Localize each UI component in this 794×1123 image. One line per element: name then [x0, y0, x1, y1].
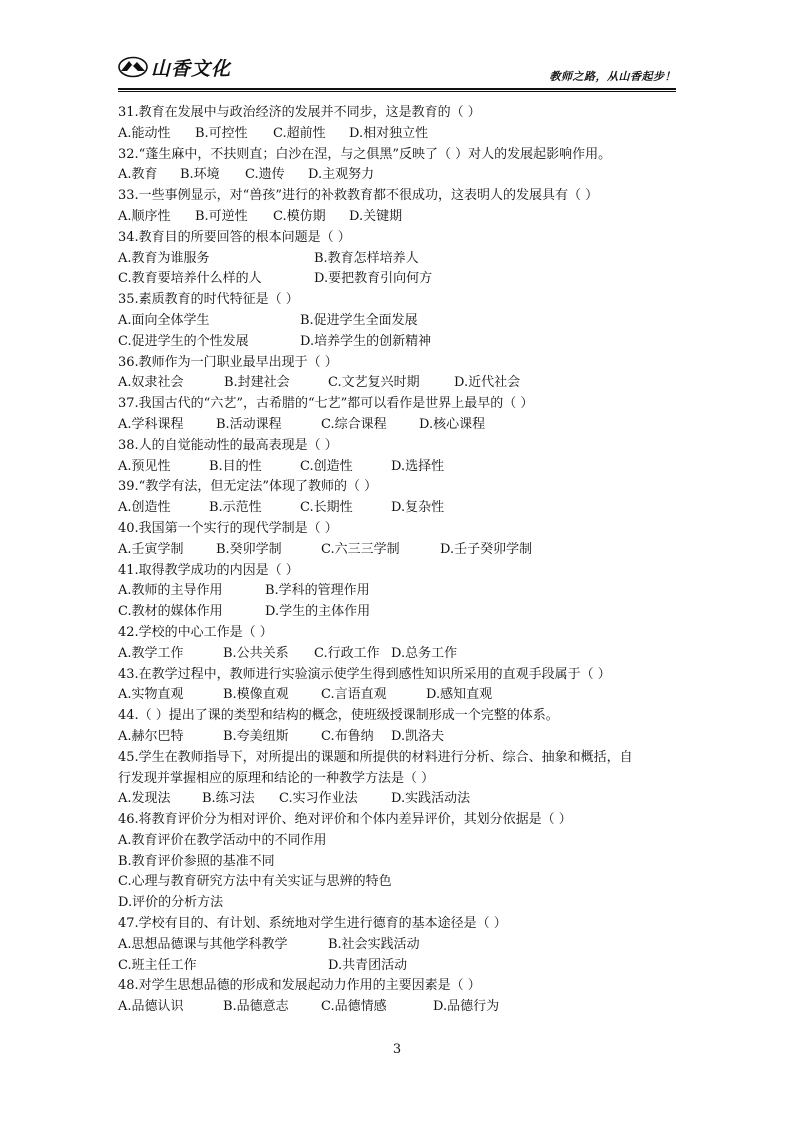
- option-a: A.品德认识: [118, 999, 184, 1015]
- option-row: [118, 581, 682, 602]
- option-d: D.培养学生的创新精神: [300, 333, 432, 349]
- question-stem: 43.在教学过程中，教师进行实验演示使学生得到感性知识所采用的直观手段属于（ ）: [118, 666, 611, 682]
- question-stem: 41.取得教学成功的内因是（ ）: [118, 562, 299, 578]
- option-a: A.实物直观: [118, 687, 184, 703]
- option-row: [118, 415, 682, 436]
- option-row: [118, 311, 682, 332]
- question-stem: 35.素质教育的时代特征是（ ）: [118, 292, 299, 308]
- question-item: [118, 477, 682, 519]
- option-a: A.教学工作: [118, 645, 184, 661]
- question-item: [118, 665, 682, 707]
- option-d: D.学生的主体作用: [265, 604, 371, 620]
- option-c: C.实习作业法: [279, 791, 358, 807]
- option-c: C.文艺复兴时期: [328, 375, 420, 391]
- option-b: B.可逆性: [195, 208, 248, 224]
- option-a: A.教师的主导作用: [118, 583, 223, 599]
- option-b: B.练习法: [202, 791, 255, 807]
- question-item: [118, 290, 682, 352]
- option-c: C.品德情感: [321, 999, 387, 1015]
- question-item: [118, 706, 682, 748]
- option-d: D.要把教育引向何方: [314, 271, 433, 287]
- option-row: [118, 269, 682, 290]
- option-row: [118, 165, 682, 186]
- option-row: [118, 373, 682, 394]
- option-d: D.选择性: [391, 458, 445, 474]
- question-item: [118, 186, 682, 228]
- option-row: [118, 852, 682, 873]
- option-a: A.教育评价在教学活动中的不同作用: [118, 832, 327, 848]
- option-d: D.凯洛夫: [391, 728, 445, 744]
- option-c: C.行政工作: [314, 645, 380, 661]
- option-b: B.目的性: [209, 458, 262, 474]
- question-stem: 34.教育目的所要回答的根本问题是（ ）: [118, 229, 351, 245]
- option-d: D.品德行为: [433, 999, 500, 1015]
- option-c: C.六三三学制: [321, 541, 400, 557]
- brand-logo: [118, 54, 231, 80]
- option-row: [118, 644, 682, 665]
- question-stem: 48.对学生思想品德的形成和发展起动力作用的主要因素是（ ）: [118, 978, 481, 994]
- option-c: C.创造性: [300, 458, 353, 474]
- question-stem: 46.将教育评价分为相对评价、绝对评价和个体内差异评价，其划分依据是（ ）: [118, 812, 572, 828]
- option-a: A.学科课程: [118, 416, 184, 432]
- option-b: B.学科的管理作用: [265, 583, 370, 599]
- option-c: C.教材的媒体作用: [118, 604, 223, 620]
- option-c: C.布鲁纳: [321, 728, 374, 744]
- option-row: [118, 789, 682, 810]
- option-row: [118, 540, 682, 561]
- question-stem: 31.教育在发展中与政治经济的发展并不同步，这是教育的（ ）: [118, 105, 481, 120]
- option-c: C.班主任工作: [118, 957, 197, 973]
- option-c: C.综合课程: [321, 416, 387, 432]
- option-c: C.模仿期: [273, 208, 326, 224]
- option-a: A.奴隶社会: [118, 375, 184, 391]
- option-b: B.教育评价参照的基准不同: [118, 853, 275, 869]
- option-d: D.评价的分析方法: [118, 895, 224, 911]
- option-c: C.言语直观: [321, 687, 387, 703]
- option-b: B.封建社会: [224, 375, 290, 391]
- option-d: D.共青团活动: [328, 957, 408, 973]
- option-b: B.癸卯学制: [216, 541, 282, 557]
- question-stem: 37.我国古代的“六艺”，古希腊的“七艺”都可以看作是世界上最早的（ ）: [118, 396, 534, 412]
- question-stem: 39.“教学有法，但无定法”体现了教师的（ ）: [118, 479, 378, 495]
- brand-name: 山香文化: [151, 57, 232, 80]
- option-b: B.夸美纽斯: [223, 728, 289, 744]
- option-c: C.心理与教育研究方法中有关实证与思辨的特色: [118, 874, 392, 890]
- option-row: [118, 207, 682, 228]
- question-item: [118, 748, 682, 810]
- option-row: [118, 893, 682, 914]
- question-item: [118, 623, 682, 665]
- question-item: [118, 394, 682, 436]
- question-list: [118, 103, 682, 1018]
- option-b: B.促进学生全面发展: [300, 312, 418, 328]
- option-row: [118, 124, 682, 145]
- option-c: C.长期性: [300, 500, 353, 516]
- option-a: A.教育: [118, 167, 158, 183]
- question-stem: 40.我国第一个实行的现代学制是（ ）: [118, 520, 338, 536]
- option-row: [118, 935, 682, 956]
- header-rule: [118, 88, 676, 90]
- page-header: [118, 52, 676, 86]
- question-item: [118, 353, 682, 395]
- question-stem: 44.（ ）提出了课的类型和结构的概念，使班级授课制形成一个完整的体系。: [118, 708, 559, 724]
- option-b: B.可控性: [195, 125, 248, 141]
- option-a: A.发现法: [118, 791, 171, 807]
- option-b: B.示范性: [209, 500, 262, 516]
- option-a: A.壬寅学制: [118, 541, 184, 557]
- option-row: [118, 457, 682, 478]
- option-d: D.总务工作: [391, 645, 458, 661]
- option-row: [118, 872, 682, 893]
- option-a: A.顺序性: [118, 208, 171, 224]
- question-item: [118, 561, 682, 623]
- option-d: D.关键期: [349, 208, 403, 224]
- option-row: [118, 831, 682, 852]
- option-a: A.教育为谁服务: [118, 250, 210, 266]
- option-row: [118, 498, 682, 519]
- option-row: [118, 997, 682, 1018]
- option-a: A.面向全体学生: [118, 312, 210, 328]
- option-row: [118, 685, 682, 706]
- mountain-logo-icon: [118, 56, 148, 78]
- question-stem: 38.人的自觉能动性的最高表现是（ ）: [118, 437, 338, 453]
- question-stem: 42.学校的中心工作是（ ）: [118, 624, 273, 640]
- option-b: B.活动课程: [216, 416, 282, 432]
- question-item: [118, 145, 682, 187]
- option-row: [118, 727, 682, 748]
- question-item: [118, 519, 682, 561]
- option-b: B.品德意志: [223, 999, 289, 1015]
- option-d: D.相对独立性: [349, 125, 429, 141]
- option-c: C.促进学生的个性发展: [118, 333, 249, 349]
- option-d: D.实践活动法: [391, 791, 471, 807]
- question-item: [118, 103, 682, 145]
- question-stem: 36.教师作为一门职业最早出现于（ ）: [118, 354, 338, 370]
- option-row: [118, 956, 682, 977]
- option-d: D.核心课程: [419, 416, 486, 432]
- option-d: D.近代社会: [454, 375, 521, 391]
- option-a: A.思想品德课与其他学科教学: [118, 936, 288, 952]
- option-b: B.教育怎样培养人: [314, 250, 419, 266]
- question-item: [118, 436, 682, 478]
- option-row: [118, 602, 682, 623]
- option-c: C.超前性: [273, 125, 326, 141]
- option-b: B.社会实践活动: [328, 936, 420, 952]
- option-a: A.预见性: [118, 458, 171, 474]
- question-stem: 45.学生在教师指导下，对所提出的课题和所提供的材料进行分析、综合、抽象和概括，自: [118, 749, 633, 765]
- option-d: D.复杂性: [391, 500, 445, 516]
- question-stem: 33.一些事例显示，对“兽孩”进行的补救教育都不很成功，这表明人的发展具有（ ）: [118, 188, 599, 204]
- option-a: A.能动性: [118, 125, 171, 141]
- option-b: B.环境: [180, 167, 220, 183]
- option-a: A.创造性: [118, 500, 171, 516]
- question-item: [118, 914, 682, 976]
- question-stem: 32.“蓬生麻中，不扶则直；白沙在涅，与之俱黑”反映了（ ）对人的发展起影响作用。: [118, 146, 612, 162]
- option-d: D.壬子癸卯学制: [440, 541, 533, 557]
- question-stem: 47.学校有目的、有计划、系统地对学生进行德育的基本途径是（ ）: [118, 916, 507, 932]
- header-slogan: 教师之路，从山香起步！: [549, 70, 676, 83]
- question-stem: 行发现并掌握相应的原理和结论的一种教学方法是（ ）: [118, 770, 435, 786]
- option-row: [118, 249, 682, 270]
- option-row: [118, 332, 682, 353]
- option-d: D.主观努力: [308, 167, 375, 183]
- option-b: B.公共关系: [223, 645, 289, 661]
- question-item: [118, 810, 682, 914]
- option-b: B.模像直观: [223, 687, 289, 703]
- option-c: C.教育要培养什么样的人: [118, 271, 262, 287]
- question-item: [118, 976, 682, 1018]
- header-rule-thin: [118, 91, 676, 92]
- option-d: D.感知直观: [426, 687, 493, 703]
- option-a: A.赫尔巴特: [118, 728, 184, 744]
- option-c: C.遗传: [245, 167, 285, 183]
- question-item: [118, 228, 682, 290]
- page-number: 3: [392, 1042, 402, 1057]
